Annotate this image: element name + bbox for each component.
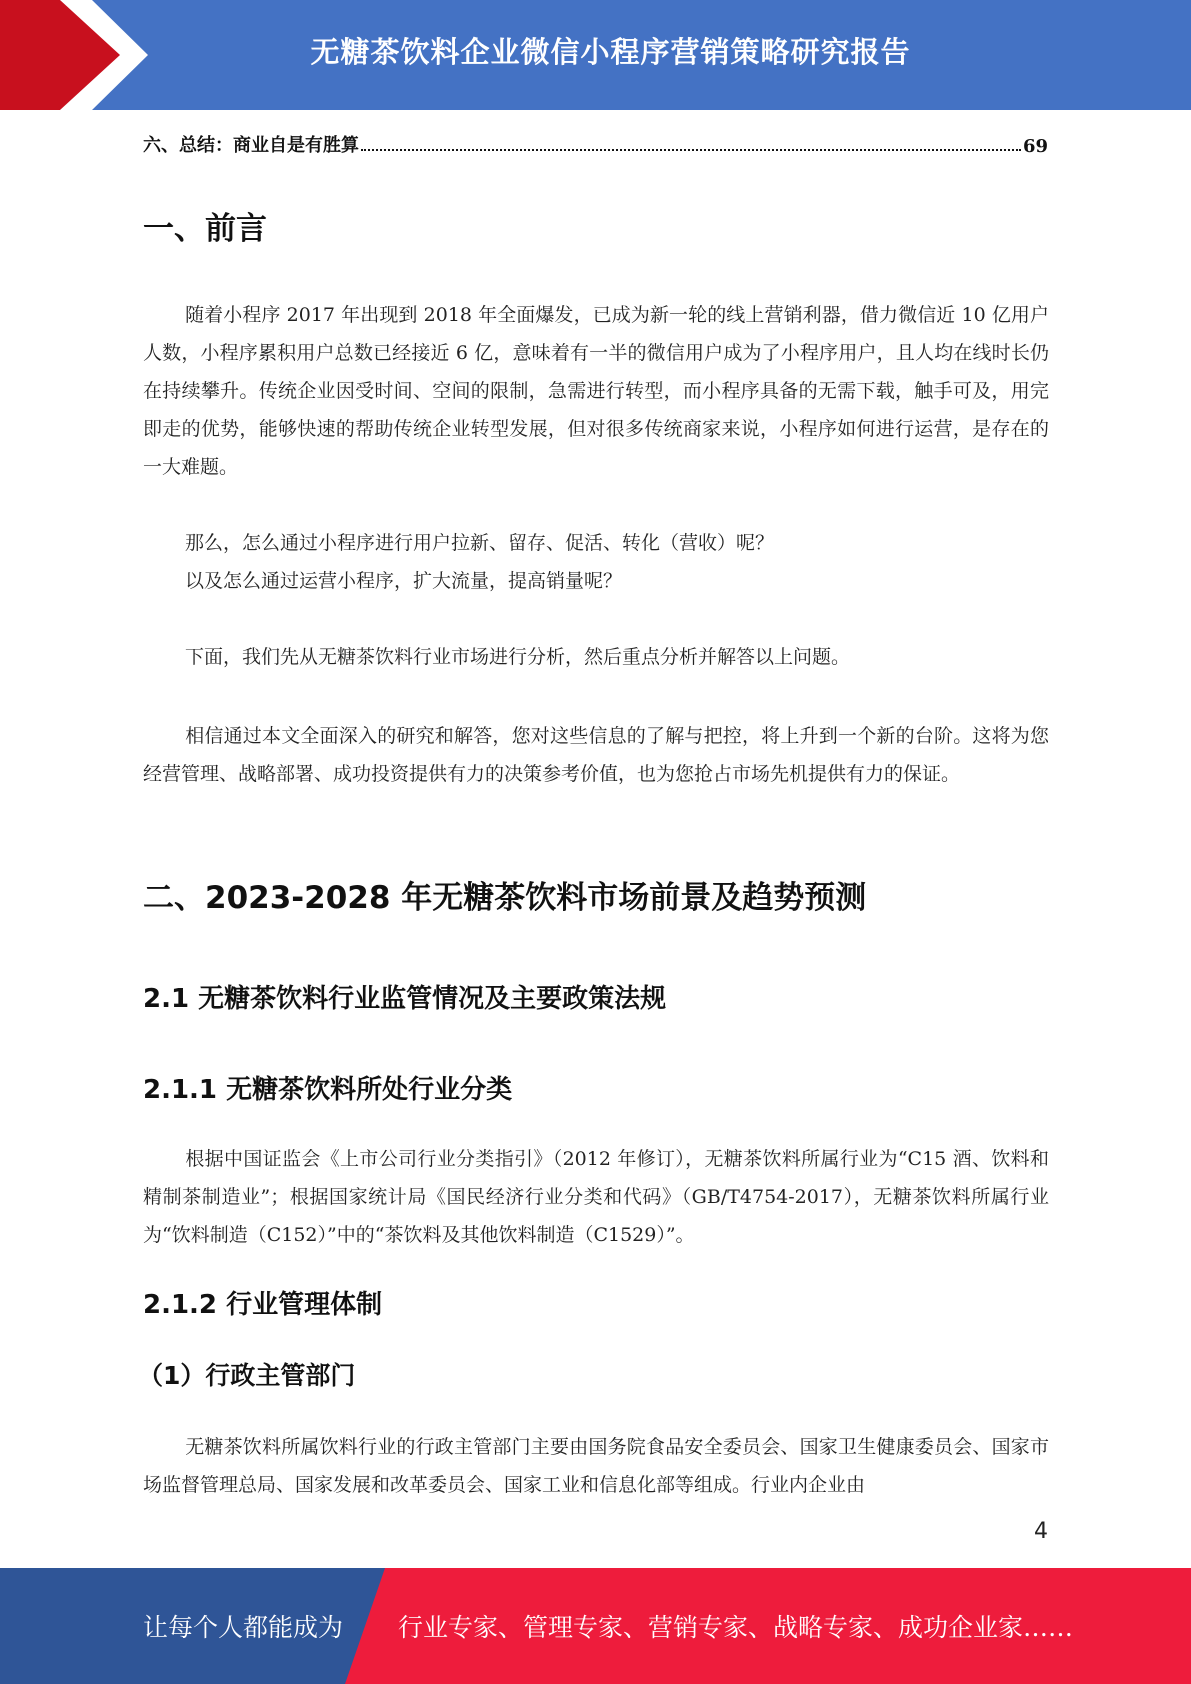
report-title: 无糖茶饮料企业微信小程序营销策略研究报告: [310, 35, 911, 69]
toc-dot-leader: [361, 149, 1021, 151]
section-2-1-2-heading: 2.1.2 行业管理体制: [143, 1290, 383, 1320]
section-2-1-heading: 2.1 无糖茶饮料行业监管情况及主要政策法规: [143, 984, 667, 1014]
intro-paragraph-1-text: 随着小程序 2017 年出现到 2018 年全面爆发，已成为新一轮的线上营销利器，借力微信近 10 亿用户人数，小程序累积用户总数已经接近 6 亿，意味着有一半的微信用户成为了小程序用户，且人均在线时长仍在持续攀升。传统企业因受时间、空间的限制，急需进行转型，而小程序具备的无需下载，触手可及，用完即走的优势，能够快速的帮助传统企业转型发展，但对很多传统商家来说，小程序如何进行运营，是存在的一大难题。: [143, 304, 1049, 478]
section-1-heading: 一、前言: [143, 211, 267, 247]
intro-paragraph-3: [143, 717, 1049, 793]
intro-question-1: 那么，怎么通过小程序进行用户拉新、留存、促活、转化（营收）呢？: [185, 532, 775, 554]
industry-classification-paragraph: [143, 1140, 1049, 1254]
section-2-1-1-heading: 2.1.1 无糖茶饮料所处行业分类: [143, 1075, 513, 1105]
section-2-heading: 二、2023-2028 年无糖茶饮料市场前景及趋势预测: [143, 880, 867, 916]
intro-paragraph-2: 下面，我们先从无糖茶饮料行业市场进行分析，然后重点分析并解答以上问题。: [185, 646, 851, 668]
page-header: [0, 0, 1191, 110]
subsection-admin-dept-heading: （1）行政主管部门: [138, 1361, 356, 1390]
toc-entry-page: 69: [1022, 136, 1048, 157]
page-number: 4: [1034, 1519, 1048, 1544]
intro-question-2: 以及怎么通过运营小程序，扩大流量，提高销量呢？: [185, 570, 623, 592]
admin-dept-paragraph: [143, 1428, 1049, 1504]
admin-dept-text: 无糖茶饮料所属饮料行业的行政主管部门主要由国务院食品安全委员会、国家卫生健康委员会、国家市场监督管理总局、国家发展和改革委员会、国家工业和信息化部等组成。行业内企业由: [143, 1436, 1049, 1496]
intro-paragraph-3-text: 相信通过本文全面深入的研究和解答，您对这些信息的了解与把控，将上升到一个新的台阶。这将为您经营管理、战略部署、成功投资提供有力的决策参考价值，也为您抢占市场先机提供有力的保证。: [143, 725, 1049, 785]
toc-entry-label: 六、总结：商业自是有胜算: [143, 135, 359, 156]
intro-paragraph-1: [143, 296, 1049, 486]
toc-entry[interactable]: [143, 131, 1048, 157]
industry-classification-text: 根据中国证监会《上市公司行业分类指引》（2012 年修订），无糖茶饮料所属行业为“C15 酒、饮料和精制茶制造业”；根据国家统计局《国民经济行业分类和代码》（GB/T4754-2017），无糖茶饮料所属行业为“饮料制造（C152）”中的“茶饮料及其他饮料制造（C1529）”。: [143, 1148, 1049, 1246]
page-footer: [0, 1568, 1191, 1684]
footer-slogan-right: 行业专家、管理专家、营销专家、战略专家、成功企业家……: [398, 1613, 1074, 1642]
footer-slogan-left: 让每个人都能成为: [143, 1613, 344, 1642]
